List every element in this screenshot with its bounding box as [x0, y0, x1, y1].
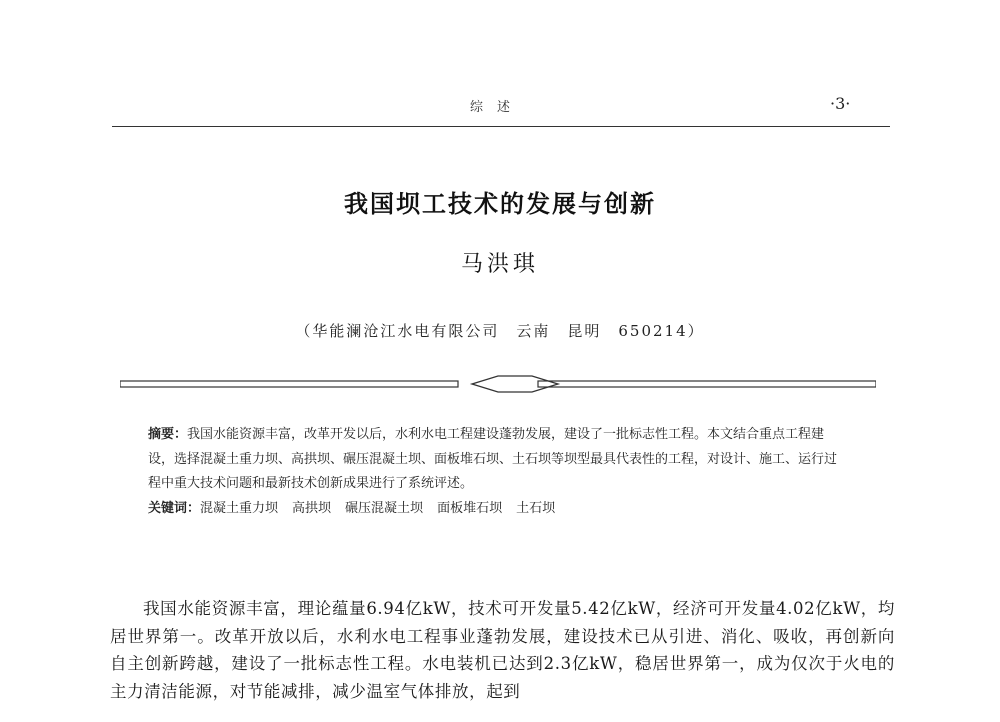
- keywords-label: 关键词：: [148, 500, 201, 516]
- keyword-item: 碾压混凝土坝: [345, 500, 424, 516]
- abstract-text: 我国水能资源丰富，改革开发以后，水利水电工程建设蓬勃发展，建设了一批标志性工程。本文结合重点工程建设，选择混凝土重力坝、高拱坝、碾压混凝土坝、面板堆石坝、土石坝等坝型最具代表性的工程，对设计、施工、运行过程中重大技术问题和最新技术创新成果进行了系统评述。: [148, 427, 838, 491]
- page-number: ·3·: [830, 94, 851, 113]
- keyword-item: 面板堆石坝: [437, 500, 503, 516]
- body-paragraph: 我国水能资源丰富，理论蕴量6.94亿kW，技术可开发量5.42亿kW，经济可开发量4.02亿kW，均居世界第一。改革开放以后，水利水电工程事业蓬勃发展，建设技术已从引进、消化、吸收，再创新向自主创新跨越，建设了一批标志性工程。水电装机已达到2.3亿kW，稳居世界第一，成为仅次于火电的主力清洁能源，对节能减排，减少温室气体排放，起到: [110, 599, 895, 701]
- ornament-diamond: [472, 376, 558, 392]
- keyword-item: 混凝土重力坝: [200, 500, 279, 516]
- keywords-line: [148, 497, 848, 522]
- abstract-block: [148, 423, 848, 521]
- abstract-label: 摘要：: [148, 427, 188, 442]
- header-rule: [112, 126, 890, 127]
- ornament-divider: [120, 372, 876, 396]
- author-affiliation: （华能澜沧江水电有限公司 云南 昆明 650214）: [295, 322, 705, 340]
- running-header-section: 综述: [470, 100, 525, 115]
- article-title: 我国坝工技术的发展与创新: [344, 190, 656, 218]
- keyword-item: 高拱坝: [292, 500, 332, 516]
- keyword-item: 土石坝: [516, 500, 556, 516]
- author-name: 马洪琪: [460, 252, 539, 277]
- ornament-right-bar: [538, 381, 876, 387]
- body-text: [110, 595, 895, 705]
- ornament-left-bar: [120, 381, 458, 387]
- abstract-paragraph: [148, 423, 848, 497]
